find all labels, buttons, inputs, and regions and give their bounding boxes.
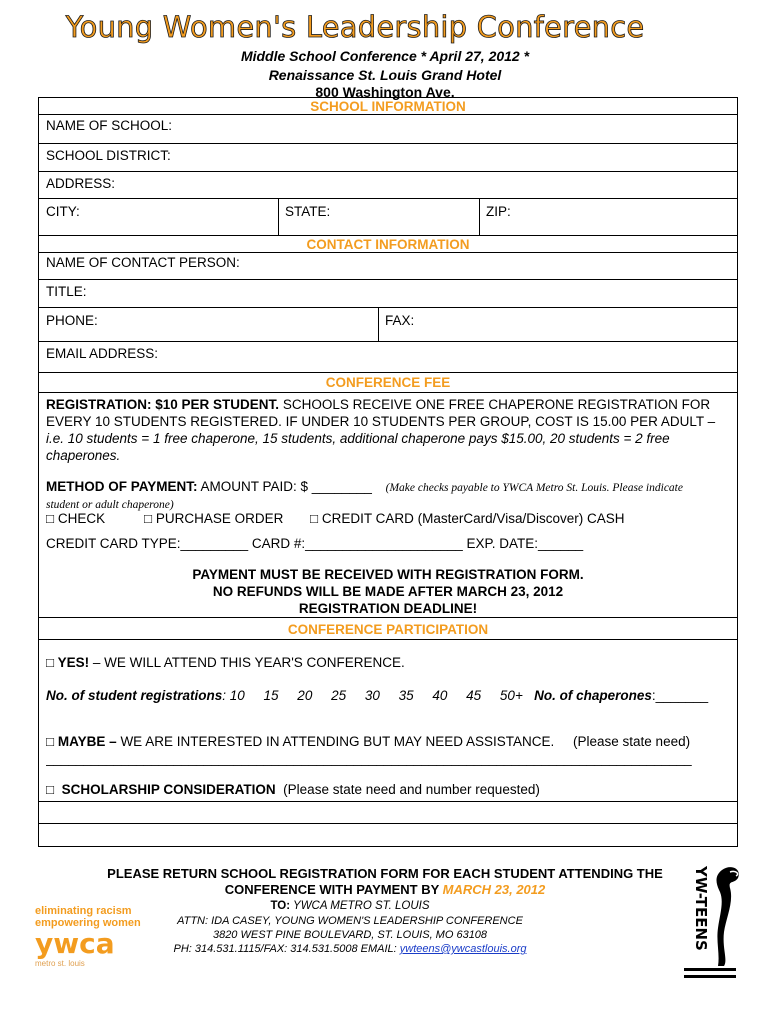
email-link[interactable]: ywteens@ywcastlouis.org — [399, 943, 527, 955]
attn-line: ATTN: IDA CASEY, YOUNG WOMEN'S LEADERSHIP CONFERENCE — [177, 915, 523, 927]
contact-info-heading: CONTACT INFORMATION — [306, 237, 470, 252]
ywca-logo — [35, 905, 145, 995]
school-name-field[interactable]: NAME OF SCHOOL: — [46, 118, 173, 133]
participation-heading: CONFERENCE PARTICIPATION — [287, 622, 489, 637]
maybe-option[interactable] — [46, 734, 690, 749]
title-field[interactable]: TITLE: — [46, 284, 87, 299]
scholarship-option[interactable] — [46, 782, 540, 797]
student-registrations-label: No. of student registrations — [46, 688, 223, 703]
registration-form — [38, 97, 738, 847]
payment-method — [46, 479, 731, 513]
return-line-2: CONFERENCE WITH PAYMENT BY — [224, 882, 443, 897]
registration-example: i.e. 10 students = 1 free chaperone, 15 students, additional chaperone pays $15.00, 20 students = 2 free chaperones. — [46, 431, 670, 463]
state-field[interactable]: STATE: — [285, 204, 331, 219]
event-date: Middle School Conference * April 27, 2012 * — [240, 48, 530, 64]
city-field[interactable]: CITY: — [46, 204, 80, 219]
checks-note: (Make checks payable to YWCA Metro St. Louis. Please indicate — [385, 482, 683, 494]
contact-line — [90, 942, 610, 956]
amount-paid-field[interactable]: AMOUNT PAID: $ ________ — [200, 479, 372, 494]
yw-teens-text: YW-TEENS — [692, 866, 710, 951]
school-district-field[interactable]: SCHOOL DISTRICT: — [46, 148, 171, 163]
credit-card-details[interactable]: CREDIT CARD TYPE:_________ CARD #:_____________________ EXP. DATE:______ — [46, 536, 584, 551]
refund-notice: NO REFUNDS WILL BE MADE AFTER MARCH 23, 2012 — [212, 584, 564, 599]
maybe-checkbox[interactable]: □ MAYBE – — [46, 734, 117, 749]
mail-to — [90, 899, 610, 913]
registration-info — [46, 396, 731, 464]
yes-text: – WE WILL ATTEND THIS YEAR'S CONFERENCE. — [89, 655, 405, 670]
need-line[interactable]: ______________________________________________________________________________________ — [46, 751, 692, 766]
student-registrations-row — [46, 688, 708, 703]
logo-brand: ywca — [35, 927, 115, 960]
street-line: 3820 WEST PINE BOULEVARD, ST. LOUIS, MO 63108 — [212, 929, 488, 941]
school-info-heading: SCHOOL INFORMATION — [310, 99, 466, 114]
to-name: YWCA METRO ST. LOUIS — [290, 900, 430, 912]
purchase-order-option[interactable]: □ PURCHASE ORDER — [144, 511, 284, 526]
checks-note-2: student or adult chaperone) — [46, 499, 174, 511]
chaperones-label: No. of chaperones — [534, 688, 652, 703]
payment-notice: PAYMENT MUST BE RECEIVED WITH REGISTRATION FORM. — [192, 567, 584, 582]
yes-checkbox[interactable]: □ YES! — [46, 655, 90, 670]
deadline-date: MARCH 23, 2012 — [442, 882, 546, 897]
to-label: TO: — [270, 900, 291, 912]
address-field[interactable]: ADDRESS: — [46, 176, 116, 191]
event-venue: Renaissance St. Louis Grand Hotel — [268, 67, 502, 83]
scholarship-text: (Please state need and number requested) — [275, 782, 540, 797]
payment-method-label: METHOD OF PAYMENT: — [46, 479, 198, 494]
conference-fee-heading: CONFERENCE FEE — [325, 375, 451, 390]
yw-teens-logo — [672, 862, 747, 984]
student-counts[interactable]: : 10 15 20 25 30 35 40 45 50+ — [222, 688, 523, 703]
registration-price: REGISTRATION: $10 PER STUDENT. — [46, 397, 280, 412]
logo-line-2: empowering women — [35, 917, 141, 929]
page-title: Young Women's Leadership Conference — [65, 10, 645, 44]
logo-line-1: eliminating racism — [35, 905, 132, 917]
credit-card-option[interactable]: □ CREDIT CARD (MasterCard/Visa/Discover) CASH — [310, 511, 625, 526]
deadline-notice: REGISTRATION DEADLINE! — [298, 601, 478, 616]
return-line-1: PLEASE RETURN SCHOOL REGISTRATION FORM FOR EACH STUDENT ATTENDING THE — [107, 866, 663, 881]
email-field[interactable]: EMAIL ADDRESS: — [46, 346, 159, 361]
scholarship-checkbox[interactable]: □ SCHOLARSHIP CONSIDERATION — [46, 782, 276, 797]
zip-field[interactable]: ZIP: — [486, 204, 511, 219]
fax-field[interactable]: FAX: — [385, 313, 415, 328]
event-address: 800 Washington Ave. — [315, 84, 455, 100]
yes-option[interactable] — [46, 655, 405, 670]
chaperones-field[interactable]: :_______ — [651, 688, 709, 703]
maybe-text: WE ARE INTERESTED IN ATTENDING BUT MAY NEED ASSISTANCE. (Please state need) — [116, 734, 691, 749]
phone-fax: PH: 314.531.1115/FAX: 314.531.5008 EMAIL: — [173, 943, 400, 955]
logo-sub: metro st. louis — [35, 959, 85, 968]
check-option[interactable]: □ CHECK — [46, 511, 106, 526]
return-instructions — [0, 866, 770, 898]
registration-terms: SCHOOLS RECEIVE ONE FREE CHAPERONE REGISTRATION FOR EVERY 10 STUDENTS REGISTERED. IF UNDER 10 STUDENTS PER GROUP, COST IS 15.00 PER ADULT – — [46, 397, 716, 429]
phone-field[interactable]: PHONE: — [46, 313, 98, 328]
contact-person-field[interactable]: NAME OF CONTACT PERSON: — [46, 255, 240, 270]
